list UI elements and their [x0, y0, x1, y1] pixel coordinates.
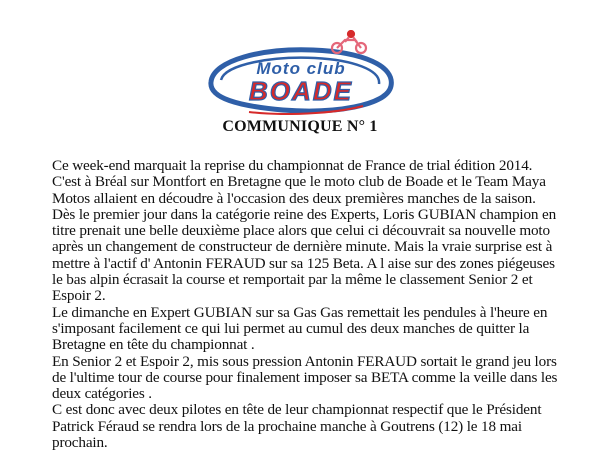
text-line: de l'ultime tour de course pour finalement imposer sa BETA comme la veille dans les [52, 368, 558, 386]
text-line: Bretagne en tête du championnat . [52, 336, 255, 354]
text-line: après un changement de constructeur de dernière minute. Mais la vraie surprise est à [52, 238, 553, 256]
text-line: prochain. [52, 434, 108, 452]
text-line: Espoir 2. [52, 287, 106, 305]
logo-moto-club-text: Moto club [256, 59, 346, 78]
text-line: le bas alpin écrasait la course et remportait par la même le classement Senior 2 et [52, 271, 533, 289]
text-line: C est donc avec deux pilotes en tête de leur championnat respectif que le Président [52, 401, 542, 419]
text-line: deux catégories . [52, 385, 152, 403]
text-line: En Senior 2 et Espoir 2, mis sous pression Antonin FERAUD sortait le grand jeu lors [52, 352, 557, 370]
text-line: Ce week-end marquait la reprise du championnat de France de trial édition 2014. [52, 157, 533, 174]
logo-boade-text: BOADE [249, 76, 353, 106]
text-line: C'est à Bréal sur Montfort en Bretagne que le moto club de Boade et le Team Maya [52, 173, 546, 191]
moto-club-boade-logo [203, 30, 398, 115]
text-line: mettre à l'actif d' Antonin FERAUD sur sa 125 Beta. A l aise sur des zones piégeuses [52, 254, 555, 272]
text-line: Patrick Féraud se rendra lors de la prochaine manche à Goutrens (12) le 18 mai [52, 417, 522, 435]
communique-body [52, 158, 597, 451]
text-line: s'imposant facilement ce qui lui permet au cumul des deux manches de quitter la [52, 319, 530, 337]
page-title: COMMUNIQUE N° 1 [222, 118, 378, 135]
text-line: Dès le premier jour dans la catégorie reine des Experts, Loris GUBIAN champion en [52, 205, 557, 223]
text-line: Motos allaient en découdre à l'occasion des deux premières manches de la saison. [52, 189, 536, 207]
text-line: titre prenait une belle deuxième place alors que celui ci découvrait sa nouvelle moto [52, 222, 550, 240]
text-line: Le dimanche en Expert GUBIAN sur sa Gas Gas remettait les pendules à l'heure en [52, 303, 548, 321]
